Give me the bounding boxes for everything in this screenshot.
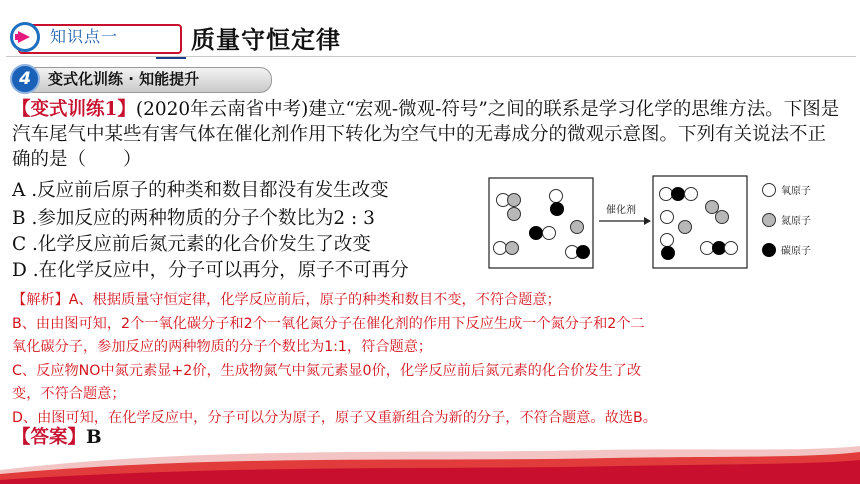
- reaction-arrow: [599, 203, 651, 225]
- legend-oxygen-swatch: [763, 184, 776, 197]
- carbon-atom: [672, 188, 685, 201]
- carbon-atom: [713, 242, 726, 255]
- carbon-atom: [662, 247, 675, 260]
- carbon-atom: [551, 203, 564, 216]
- option-c: C .化学反应前后氮元素的化合价发生了改变: [12, 234, 371, 255]
- products-box: [653, 176, 747, 268]
- header-divider: [6, 56, 856, 57]
- nitrogen-atom: [706, 201, 719, 214]
- nitrogen-atom: [571, 221, 584, 234]
- badge-label: 知识点一: [50, 27, 119, 46]
- nitrogen-atom: [508, 208, 521, 221]
- arrow-right-icon: [18, 31, 30, 43]
- carbon-atom: [530, 227, 543, 240]
- answer-label: 【答案】: [12, 427, 87, 448]
- legend-oxygen-label: 氧原子: [781, 186, 811, 197]
- reaction-diagram: [486, 172, 820, 274]
- question-text: (2020年云南省中考)建立“宏观-微观-符号”之间的联系是学习化学的思维方法。下图是汽车尾气中某些有害气体在催化剂作用下转化为空气中的无毒成分的微观示意图。下列有关说法不正确的是（ ）: [12, 99, 840, 170]
- oxygen-atom: [543, 227, 556, 240]
- oxygen-atom: [494, 242, 507, 255]
- oxygen-atom: [685, 188, 698, 201]
- option-b: B .参加反应的两种物质的分子个数比为2 : 3: [12, 208, 375, 229]
- legend-carbon-label: 碳原子: [781, 246, 811, 257]
- analysis-line: C、反应物NO中氮元素显+2价，生成物氮气中氮元素显0价，化学反应前后氮元素的化合价发生了改: [12, 362, 642, 379]
- oxygen-atom: [661, 211, 674, 224]
- analysis-line: 氧化碳分子，参加反应的两种物质的分子个数比为1:1，符合题意；: [12, 339, 433, 355]
- topic-title: 质量守恒定律: [191, 26, 341, 54]
- analysis-line: 【解析】A、根据质量守恒定律，化学反应前后，原子的种类和数目不变，不符合题意；: [12, 292, 561, 308]
- oxygen-atom: [550, 190, 563, 203]
- analysis-line: 变，不符合题意；: [12, 386, 126, 402]
- oxygen-atom: [701, 242, 714, 255]
- section-label: 变式化训练 · 知能提升: [48, 70, 200, 88]
- nitrogen-atom: [679, 221, 692, 234]
- oxygen-atom: [725, 242, 738, 255]
- reactants-box: [489, 178, 593, 268]
- section-banner: [8, 62, 274, 96]
- section-number: 4: [10, 64, 40, 94]
- question-label: 【变式训练1】: [12, 99, 136, 120]
- section-badge: [6, 16, 184, 56]
- analysis-line: D、由图可知，在化学反应中，分子可以分为原子，原子又重新组合为新的分子，不符合题意。故选B。: [12, 409, 657, 426]
- legend: [763, 184, 812, 258]
- oxygen-atom: [661, 234, 674, 247]
- legend-carbon-swatch: [763, 244, 776, 257]
- bottom-wave-decoration: [0, 444, 860, 484]
- legend-nitrogen-label: 氮原子: [781, 216, 811, 227]
- nitrogen-atom: [506, 242, 519, 255]
- option-d: D .在化学反应中，分子可以再分，原子不可再分: [12, 260, 409, 281]
- option-a: A .反应前后原子的种类和数目都没有发生改变: [12, 180, 389, 201]
- nitrogen-atom: [508, 194, 521, 207]
- legend-nitrogen-swatch: [763, 214, 776, 227]
- question-stem: [12, 97, 842, 172]
- carbon-atom: [577, 246, 590, 259]
- oxygen-atom: [660, 188, 673, 201]
- catalyst-label: 催化剂: [606, 205, 636, 216]
- analysis-block: [12, 289, 842, 430]
- answer-value: B: [86, 427, 102, 448]
- analysis-line: B、由由图可知，2个一氧化碳分子和2个一氧化氮分子在催化剂的作用下反应生成一个氮分子和2个二: [12, 315, 645, 332]
- nitrogen-atom: [716, 211, 729, 224]
